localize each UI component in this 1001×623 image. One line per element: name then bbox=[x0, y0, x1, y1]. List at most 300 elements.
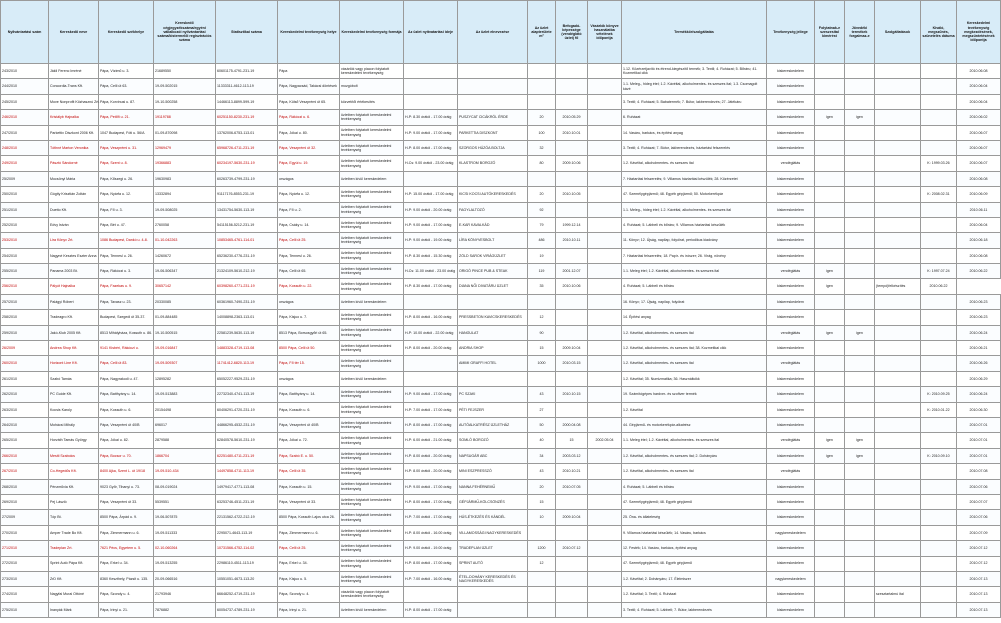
cell-status-date bbox=[921, 248, 957, 263]
cell-opening-hours bbox=[404, 294, 458, 309]
cell-trader-name: Pásztó Sándorné bbox=[49, 156, 99, 171]
cell-trade-location: Pápa, Celli út 25. bbox=[278, 233, 340, 248]
cell-opening-hours: H-P: 9.00 órától - 17.00 óráig bbox=[404, 387, 458, 402]
cell-excise-goods: igen bbox=[845, 433, 875, 448]
cell-capacity: 2009.10.04 bbox=[556, 510, 588, 525]
cell-floor-area: 80 bbox=[528, 156, 556, 171]
cell-floor-area: 27 bbox=[528, 402, 556, 417]
cell-registration-number: 243/2010 bbox=[1, 64, 49, 79]
cell-trader-name: Jákli Ferenc Imréné bbox=[49, 64, 99, 79]
cell-trader-seat: Pápa, Veszprémi u. 31. bbox=[99, 140, 154, 155]
cell-registration-number: 25/2009 bbox=[1, 171, 49, 186]
cell-opening-hours: H-P: 7.00 órától - 16.00 óráig bbox=[404, 571, 458, 586]
cell-status-date: K: 2010.09.10 bbox=[921, 448, 957, 463]
cell-statistical-number: 65052227-9529-231-19 bbox=[216, 371, 278, 386]
cell-trader-name: Mesiti Szabolcs bbox=[49, 448, 99, 463]
cell-floor-area: 32 bbox=[528, 140, 556, 155]
cell-trade-form: üzletben folytatott kereskedelmi tevékenység bbox=[340, 217, 404, 232]
cell-trader-name: Pej László bbox=[49, 494, 99, 509]
cell-complaint-book-date bbox=[588, 417, 622, 432]
cell-complaint-book-date bbox=[588, 279, 622, 294]
cell-product-scope: 19. Számítógépes hardver- és szoftver termék bbox=[622, 387, 767, 402]
cell-excise-goods bbox=[845, 294, 875, 309]
cell-floor-area: 40 bbox=[528, 433, 556, 448]
cell-status-date bbox=[921, 587, 957, 602]
cell-complaint-book-date: 2002.05.04 bbox=[588, 433, 622, 448]
table-row bbox=[1, 587, 1001, 602]
cell-shop-name bbox=[458, 371, 528, 386]
cell-shop-name bbox=[458, 94, 528, 109]
cell-shop-name: VILLAMOSSÁGI NAGYKERESKEDÉS bbox=[458, 525, 528, 540]
cell-activity-type: kiskereskedelem bbox=[767, 140, 815, 155]
cell-spirits-serving bbox=[815, 294, 845, 309]
cell-opening-hours: H-P: 6.00 órától - 21.00 óráig bbox=[404, 433, 458, 448]
cell-trader-seat: Pápa, Szent u. 8. bbox=[99, 156, 154, 171]
cell-trader-name: Panama 2003 Bt. bbox=[49, 264, 99, 279]
cell-services bbox=[875, 371, 921, 386]
cell-excise-goods bbox=[845, 264, 875, 279]
cell-opening-hours: H-P: 7.00 órától - 17.00 óráig bbox=[404, 402, 458, 417]
cell-trade-location: Pápa, Celli út 25. bbox=[278, 541, 340, 556]
cell-status-date bbox=[921, 556, 957, 571]
cell-capacity: 2009.10.06 bbox=[556, 156, 588, 171]
column-header: Kereskedelmi tevékenység helye bbox=[278, 1, 340, 64]
cell-trade-form: üzletben folytatott kereskedelmi tevékenység bbox=[340, 433, 404, 448]
cell-opening-hours: H-P: 9.00 órától - 19.00 óráig bbox=[404, 233, 458, 248]
cell-trader-seat: 1086 Budapest, Dankó u. 4-8. bbox=[99, 233, 154, 248]
cell-start-end-date: 2010.06.02 bbox=[957, 110, 1001, 125]
cell-trade-form: üzletben folytatott kereskedelmi tevékenység bbox=[340, 187, 404, 202]
cell-trader-seat: 8360 Keszthely, Pázsit u. 135. bbox=[99, 571, 154, 586]
cell-capacity: 2010.10.21 bbox=[556, 464, 588, 479]
cell-floor-area: 90 bbox=[528, 325, 556, 340]
column-header: Folytatnak-e szeszesital kimérést bbox=[815, 1, 845, 64]
cell-statistical-number: 54115156-5212-231-19 bbox=[216, 217, 278, 232]
cell-product-scope: 12. Festék; 14. Vasáru, barkács, építési anyag bbox=[622, 541, 767, 556]
cell-excise-goods: igen bbox=[845, 110, 875, 125]
cell-trade-form: üzletben kívül kereskedelem bbox=[340, 371, 404, 386]
cell-excise-goods bbox=[845, 402, 875, 417]
cell-complaint-book-date bbox=[588, 525, 622, 540]
cell-company-reg-number: 5539551 bbox=[154, 494, 216, 509]
cell-spirits-serving bbox=[815, 125, 845, 140]
cell-statistical-number: 65236230-4776-231-19 bbox=[216, 248, 278, 263]
cell-opening-hours bbox=[404, 79, 458, 94]
cell-spirits-serving bbox=[815, 602, 845, 617]
cell-complaint-book-date bbox=[588, 125, 622, 140]
cell-start-end-date: 2010.07.13 bbox=[957, 602, 1001, 617]
table-row bbox=[1, 402, 1001, 417]
cell-spirits-serving bbox=[815, 140, 845, 155]
cell-start-end-date: 2010.07.13 bbox=[957, 587, 1001, 602]
cell-trader-name: Nagyfai Murai Ottóné bbox=[49, 587, 99, 602]
cell-registration-number: 265/2010 bbox=[1, 433, 49, 448]
cell-company-reg-number: 12895282 bbox=[154, 371, 216, 386]
cell-product-scope: 1.2. Kávéital; 3. Textil; 4. Ruházat bbox=[622, 587, 767, 602]
cell-trade-form: üzletben folytatott kereskedelmi tevékenység bbox=[340, 541, 404, 556]
table-row bbox=[1, 341, 1001, 356]
cell-product-scope: 9. Villamos háztartási készülék; 14. Vasáru, barkács bbox=[622, 525, 767, 540]
cell-trade-location: Pápa bbox=[278, 64, 340, 79]
cell-complaint-book-date bbox=[588, 140, 622, 155]
cell-capacity: 2009.10.04 bbox=[556, 341, 588, 356]
cell-services bbox=[875, 79, 921, 94]
cell-services bbox=[875, 64, 921, 79]
cell-trader-name: Kocsis Karoly bbox=[49, 402, 99, 417]
cell-trade-location: Pápa, Nagyacsád, Takácsi döntések bbox=[278, 79, 340, 94]
cell-trader-name: Parkettix Diszkont 2006 Kft. bbox=[49, 125, 99, 140]
cell-shop-name: PRESSBETON KAVICSKERESKEDÉS bbox=[458, 310, 528, 325]
cell-trader-seat: Pápa, Kőszegi u. 26. bbox=[99, 171, 154, 186]
column-header: Kereskedő cégjegyzékszáma/egyéni vállalkozói nyilvántartási száma/kistermelői regisztrációs száma bbox=[154, 1, 216, 64]
cell-trade-form: vásárlók vagy piacon folytatott kereskedelmi tevékenység bbox=[340, 64, 404, 79]
cell-trade-location: Pápa, Kossuth u. 15. bbox=[278, 479, 340, 494]
cell-activity-type: kiskereskedelem bbox=[767, 79, 815, 94]
cell-excise-goods bbox=[845, 248, 875, 263]
cell-status-date bbox=[921, 525, 957, 540]
table-row bbox=[1, 310, 1001, 325]
cell-complaint-book-date bbox=[588, 479, 622, 494]
cell-shop-name: TRADEPLAN ÜZLET bbox=[458, 541, 528, 556]
cell-status-date bbox=[921, 341, 957, 356]
cell-statistical-number: 13762006-6753-113-01 bbox=[216, 125, 278, 140]
cell-opening-hours: H-P: 8.00 órától - 20.00 óráig bbox=[404, 341, 458, 356]
column-header: Az üzlet elnevezése bbox=[458, 1, 528, 64]
cell-complaint-book-date bbox=[588, 541, 622, 556]
cell-registration-number: 254/2010 bbox=[1, 248, 49, 263]
cell-registration-number: 258/2010 bbox=[1, 310, 49, 325]
cell-trade-location: Pápa, Veszprémi út 32. bbox=[278, 140, 340, 155]
table-row bbox=[1, 556, 1001, 571]
cell-activity-type: kiskereskedelem bbox=[767, 64, 815, 79]
cell-company-reg-number: 19-09-511333 bbox=[154, 525, 216, 540]
table-row bbox=[1, 417, 1001, 432]
cell-opening-hours: H-P: 8.00 órától - 20.00 óráig bbox=[404, 448, 458, 463]
cell-floor-area bbox=[528, 571, 556, 586]
table-row bbox=[1, 279, 1001, 294]
cell-product-scope: 1.1. Meleg-, hideg étel; 1.2. Kávéital, alkoholmentes- és szeszes ital; 1.3. Csomagolt kávé bbox=[622, 79, 767, 94]
cell-floor-area: 1000 bbox=[528, 356, 556, 371]
table-row bbox=[1, 479, 1001, 494]
cell-capacity bbox=[556, 310, 588, 325]
cell-complaint-book-date bbox=[588, 264, 622, 279]
cell-trade-location: Pápa, Csáky u. 14. bbox=[278, 217, 340, 232]
cell-status-date bbox=[921, 571, 957, 586]
cell-trade-form: üzletben kívül kereskedelem bbox=[340, 171, 404, 186]
cell-company-reg-number: 30657142 bbox=[154, 279, 216, 294]
cell-start-end-date: 2010.06.26 bbox=[957, 356, 1001, 371]
cell-trade-location: Pápa, Zimmermann u. 6. bbox=[278, 525, 340, 540]
cell-company-reg-number: 21793946 bbox=[154, 587, 216, 602]
cell-start-end-date: 2010.06.04 bbox=[957, 94, 1001, 109]
cell-complaint-book-date bbox=[588, 464, 622, 479]
cell-activity-type: kiskereskedelem bbox=[767, 387, 815, 402]
cell-opening-hours: H-P: 9.00 órától - 17.00 óráig bbox=[404, 125, 458, 140]
cell-status-date bbox=[921, 94, 957, 109]
cell-excise-goods bbox=[845, 279, 875, 294]
cell-spirits-serving bbox=[815, 494, 845, 509]
cell-statistical-number: 60406291-4720-231-19 bbox=[216, 402, 278, 417]
table-row bbox=[1, 264, 1001, 279]
table-row bbox=[1, 325, 1001, 340]
cell-start-end-date: 2010.06.08 bbox=[957, 171, 1001, 186]
cell-floor-area: 1200 bbox=[528, 541, 556, 556]
cell-company-reg-number: 08-09-019024 bbox=[154, 479, 216, 494]
cell-trader-name: Pályót Hajnalka bbox=[49, 279, 99, 294]
cell-trader-seat: Pápa, Korvinusi u. 87. bbox=[99, 94, 154, 109]
cell-spirits-serving bbox=[815, 402, 845, 417]
cell-product-scope: 1.2. Kávéital, alkoholmentes- és szeszes ital bbox=[622, 356, 767, 371]
cell-trade-location: Pápa, Szondy u. 4. bbox=[278, 587, 340, 602]
cell-trade-location: Pápa, Nyárfa u. 12. bbox=[278, 187, 340, 202]
cell-complaint-book-date bbox=[588, 248, 622, 263]
header-row bbox=[1, 1, 1001, 64]
cell-floor-area bbox=[528, 587, 556, 602]
cell-registration-number: 249/2010 bbox=[1, 156, 49, 171]
cell-activity-type: kiskereskedelem bbox=[767, 233, 815, 248]
cell-excise-goods bbox=[845, 525, 875, 540]
cell-excise-goods bbox=[845, 217, 875, 232]
cell-shop-name: ZÖLD SAROK VIRÁGÜZLET bbox=[458, 248, 528, 263]
cell-registration-number: 260/2010 bbox=[1, 356, 49, 371]
cell-trader-name: Tóp Bt. bbox=[49, 510, 99, 525]
cell-trade-location: Pápa, Jókai u. 80. bbox=[278, 125, 340, 140]
cell-spirits-serving bbox=[815, 310, 845, 325]
cell-start-end-date: 2010.07.01 bbox=[957, 417, 1001, 432]
cell-company-reg-number: 696017 bbox=[154, 417, 216, 432]
cell-floor-area: 19 bbox=[528, 248, 556, 263]
cell-activity-type: kiskereskedelem bbox=[767, 125, 815, 140]
cell-trader-seat: 7621 Pécs, Egyetem u. 5. bbox=[99, 541, 154, 556]
cell-company-reg-number: 19-06-507875 bbox=[154, 510, 216, 525]
cell-trader-name: Jakó-Klub 2005 Kft. bbox=[49, 325, 99, 340]
cell-trade-location: Pápa, Szabó E. u. 50. bbox=[278, 448, 340, 463]
cell-trader-seat: Pápa, Petőfi u. 21. bbox=[99, 110, 154, 125]
cell-statistical-number: 60251150-8230-231-19 bbox=[216, 110, 278, 125]
cell-spirits-serving: igen bbox=[815, 325, 845, 340]
cell-registration-number: 251/2010 bbox=[1, 202, 49, 217]
cell-status-date bbox=[921, 64, 957, 79]
cell-start-end-date: 2010.06.07 bbox=[957, 125, 1001, 140]
cell-product-scope: 1.2. Kávéital, alkoholmentes- és szeszes ital bbox=[622, 325, 767, 340]
cell-trader-seat: Budapest, Szegedi út 35-37. bbox=[99, 310, 154, 325]
cell-trader-seat: 9141 Kisbéri, Rákóczi u. bbox=[99, 341, 154, 356]
cell-statistical-number: 60398260-4771-231-19 bbox=[216, 279, 278, 294]
cell-shop-name: KLASTROM BOROZÓ bbox=[458, 156, 528, 171]
cell-capacity bbox=[556, 371, 588, 386]
cell-trade-form: üzletben folytatott kereskedelmi tevékenység bbox=[340, 140, 404, 155]
cell-trader-name: Tradeagro Kft. bbox=[49, 310, 99, 325]
cell-trade-location: Pápa, Rákóczi u. 6. bbox=[278, 110, 340, 125]
cell-trader-seat: 9023 Győr, Tihanyi u. 73. bbox=[99, 479, 154, 494]
cell-company-reg-number: 12969479 bbox=[154, 140, 216, 155]
cell-spirits-serving bbox=[815, 64, 845, 79]
cell-complaint-book-date bbox=[588, 587, 622, 602]
cell-trader-seat: Pápa, Erkel u. 34. bbox=[99, 556, 154, 571]
cell-shop-name: PARKETTIA DISZKONT bbox=[458, 125, 528, 140]
cell-spirits-serving: igen bbox=[815, 279, 845, 294]
cell-complaint-book-date bbox=[588, 571, 622, 586]
cell-company-reg-number: 19630983 bbox=[154, 171, 216, 186]
cell-excise-goods bbox=[845, 494, 875, 509]
cell-trade-form: üzletben folytatott kereskedelmi tevékenység bbox=[340, 202, 404, 217]
cell-trader-seat: Pápa, Kossuth u. 6. bbox=[99, 402, 154, 417]
cell-services bbox=[875, 479, 921, 494]
cell-services bbox=[875, 510, 921, 525]
cell-status-date bbox=[921, 294, 957, 309]
table-header bbox=[1, 1, 1001, 64]
cell-complaint-book-date bbox=[588, 325, 622, 340]
cell-capacity: 2003.03.12 bbox=[556, 448, 588, 463]
column-header: Termékkör/szolgáltatás bbox=[622, 1, 767, 64]
cell-floor-area: 50 bbox=[528, 417, 556, 432]
cell-trader-seat: Pápa, Rákóczi u. 3. bbox=[99, 264, 154, 279]
cell-registration-number: 266/2010 bbox=[1, 448, 49, 463]
cell-trader-name: Horizont Line Kft. bbox=[49, 356, 99, 371]
cell-activity-type: vendéglátás bbox=[767, 325, 815, 340]
cell-registration-number: 246/2010 bbox=[1, 110, 49, 125]
cell-company-reg-number: 2760058 bbox=[154, 217, 216, 232]
cell-floor-area: 92 bbox=[528, 202, 556, 217]
cell-trade-location: Pápa, Külső Veszprémi út 65. bbox=[278, 94, 340, 109]
cell-product-scope: 16. Könyv; 17. Újság, napilap, folyóirat bbox=[622, 294, 767, 309]
cell-trader-name: Mocsönyi Mária bbox=[49, 171, 99, 186]
cell-status-date: K: 2008.02.31 bbox=[921, 187, 957, 202]
cell-trade-form: üzletben folytatott kereskedelmi tevékenység bbox=[340, 387, 404, 402]
cell-trader-name: Andrea Shop Kft. bbox=[49, 341, 99, 356]
cell-capacity bbox=[556, 525, 588, 540]
cell-complaint-book-date bbox=[588, 402, 622, 417]
cell-status-date bbox=[921, 310, 957, 325]
cell-company-reg-number: 19-09-508025 bbox=[154, 202, 216, 217]
cell-services bbox=[875, 448, 921, 463]
cell-trader-seat: Pápa, Batthyány u. 14. bbox=[99, 387, 154, 402]
cell-excise-goods bbox=[845, 94, 875, 109]
cell-shop-name: ANDRIA SHOP bbox=[458, 341, 528, 356]
cell-capacity bbox=[556, 248, 588, 263]
cell-trade-location: országos bbox=[278, 294, 340, 309]
cell-opening-hours: H-P: 8.00 órától - 17.00 óráig bbox=[404, 417, 458, 432]
cell-shop-name: NANNA FEHÉRNEMŰ bbox=[458, 479, 528, 494]
cell-trader-seat: 8500 Pápa, Árpád u. 9. bbox=[99, 510, 154, 525]
cell-excise-goods bbox=[845, 371, 875, 386]
cell-activity-type: kiskereskedelem bbox=[767, 494, 815, 509]
cell-status-date bbox=[921, 433, 957, 448]
cell-trade-form: üzletben folytatott kereskedelmi tevékenység bbox=[340, 494, 404, 509]
cell-trade-location: Pápa, Celli út 35. bbox=[278, 464, 340, 479]
cell-excise-goods bbox=[845, 156, 875, 171]
cell-capacity bbox=[556, 556, 588, 571]
cell-product-scope: 1.2. Kávéital, alkoholmentes- és szeszes ital bbox=[622, 464, 767, 479]
cell-trade-location: Pápa, Kossuth u. 22. bbox=[278, 279, 340, 294]
cell-excise-goods: igen bbox=[845, 325, 875, 340]
cell-trader-name: Horváth Tamás György bbox=[49, 433, 99, 448]
cell-product-scope: 4. Ruházat; 5. Lábbeli és bőráru bbox=[622, 479, 767, 494]
cell-status-date bbox=[921, 233, 957, 248]
cell-start-end-date: 2010.06.24 bbox=[957, 387, 1001, 402]
column-header: Kereskedő székhelye bbox=[99, 1, 154, 64]
cell-statistical-number: 10731566-4752-114-02 bbox=[216, 541, 278, 556]
cell-capacity: 2010.10.15 bbox=[556, 387, 588, 402]
cell-product-scope: 1.12. Közérzetjavító és étrend-kiegészítő termék; 3. Textil; 4. Ruházat; 5. Bőráru; 41. Kozmetikai cikk bbox=[622, 64, 767, 79]
cell-opening-hours bbox=[404, 94, 458, 109]
cell-excise-goods bbox=[845, 187, 875, 202]
cell-product-scope: 7. Háztartási felszerelés; 18. Papír- és írószer; 26. Virág, növény bbox=[622, 248, 767, 263]
cell-company-reg-number: 20-09-066516 bbox=[154, 571, 216, 586]
cell-opening-hours bbox=[404, 371, 458, 386]
cell-product-scope: 47. Személygépjármű; 48. Egyéb gépjármű; 50. Motorkerékpár bbox=[622, 187, 767, 202]
cell-statistical-number: 21324109-5610-212-19 bbox=[216, 264, 278, 279]
cell-shop-name bbox=[458, 171, 528, 186]
cell-statistical-number: 14979417-4771-113-08 bbox=[216, 479, 278, 494]
cell-capacity: 2010.10.01 bbox=[556, 125, 588, 140]
cell-trader-seat: Pápa, Nagyrakodi u. 47. bbox=[99, 371, 154, 386]
cell-opening-hours: H-P: 10.00 órától - 22.00 óráig bbox=[404, 325, 458, 340]
cell-status-date bbox=[921, 79, 957, 94]
cell-complaint-book-date bbox=[588, 371, 622, 386]
cell-company-reg-number: 01-09-870098 bbox=[154, 125, 216, 140]
cell-trade-form: üzletben folytatott kereskedelmi tevékenység bbox=[340, 417, 404, 432]
cell-services bbox=[875, 94, 921, 109]
cell-start-end-date: 2010.06.18 bbox=[957, 233, 1001, 248]
cell-trader-seat: Pápa, Veszprémi út 40/B bbox=[99, 417, 154, 432]
cell-product-scope: 3. Textil; 4. Ruházat; 7. Bútor, lakberendezés, háztartási felszerelés bbox=[622, 140, 767, 155]
cell-registration-number: 275/2010 bbox=[1, 602, 49, 617]
cell-activity-type: nagykereskedelem bbox=[767, 571, 815, 586]
cell-opening-hours: H-P: 8.30 órától - 17.00 óráig bbox=[404, 279, 458, 294]
cell-spirits-serving bbox=[815, 387, 845, 402]
cell-company-reg-number: 1866704 bbox=[154, 448, 216, 463]
cell-services: (tempó)felkészítés bbox=[875, 279, 921, 294]
cell-trader-name: Co-Hegedűs Kft. bbox=[49, 464, 99, 479]
cell-statistical-number: 10551051-4673-113-20 bbox=[216, 571, 278, 586]
cell-spirits-serving: igen bbox=[815, 433, 845, 448]
cell-opening-hours: H-P: 8.00 órától - 17.00 óráig bbox=[404, 494, 458, 509]
cell-company-reg-number: 19-09-502015 bbox=[154, 79, 216, 94]
cell-product-scope: 11. Könyv; 12. Újság, napilap, folyóirat, periodikus kiadvány bbox=[622, 233, 767, 248]
cell-trade-form: üzletben folytatott kereskedelmi tevékenység bbox=[340, 341, 404, 356]
table-row bbox=[1, 494, 1001, 509]
cell-status-date: 2010.06.22 bbox=[921, 279, 957, 294]
cell-complaint-book-date bbox=[588, 202, 622, 217]
cell-opening-hours: H-Cs: 9.00 órától - 23.00 óráig bbox=[404, 156, 458, 171]
cell-status-date bbox=[921, 140, 957, 155]
cell-status-date: K: 1999.03.26 bbox=[921, 156, 957, 171]
cell-shop-name bbox=[458, 587, 528, 602]
cell-excise-goods bbox=[845, 417, 875, 432]
cell-capacity bbox=[556, 602, 588, 617]
cell-statistical-number: 62251480-4711-231-19 bbox=[216, 448, 278, 463]
cell-trade-form: üzletben folytatott kereskedelmi tevékenység bbox=[340, 448, 404, 463]
cell-shop-name: HANGULAT bbox=[458, 325, 528, 340]
cell-services bbox=[875, 417, 921, 432]
cell-activity-type: kiskereskedelem bbox=[767, 448, 815, 463]
cell-start-end-date: 2010.07.12 bbox=[957, 556, 1001, 571]
cell-capacity bbox=[556, 79, 588, 94]
cell-trader-seat: Pápa, Irinyi u. 21. bbox=[99, 602, 154, 617]
cell-shop-name bbox=[458, 294, 528, 309]
cell-services bbox=[875, 171, 921, 186]
cell-floor-area: 20 bbox=[528, 479, 556, 494]
cell-activity-type: nagykereskedelem bbox=[767, 525, 815, 540]
cell-excise-goods bbox=[845, 202, 875, 217]
cell-company-reg-number: 19366883 bbox=[154, 156, 216, 171]
cell-floor-area: 20 bbox=[528, 110, 556, 125]
cell-excise-goods bbox=[845, 587, 875, 602]
cell-status-date bbox=[921, 494, 957, 509]
cell-activity-type: vendéglátás bbox=[767, 264, 815, 279]
cell-statistical-number: 14497858-4711-113-19 bbox=[216, 464, 278, 479]
